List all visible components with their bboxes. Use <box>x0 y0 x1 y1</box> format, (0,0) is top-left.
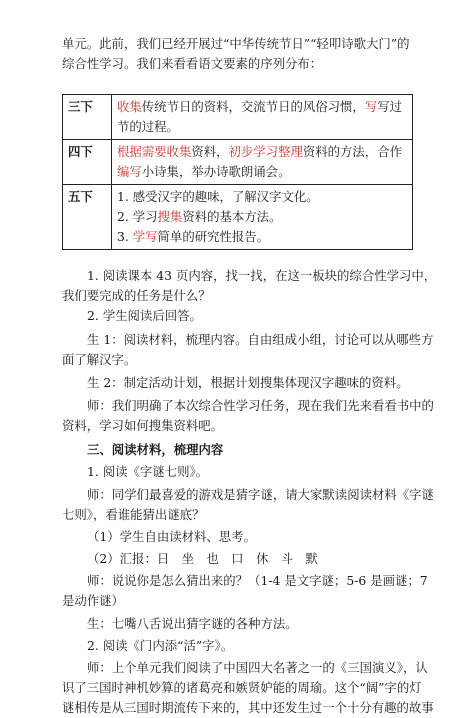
cell-text: 资料， <box>191 144 229 159</box>
grade-cell: 三下 <box>63 95 112 140</box>
highlight-text: 写 <box>364 99 378 114</box>
content-cell <box>112 185 413 250</box>
paragraph: 资料，学习如何搜集资料吧。 <box>62 418 224 433</box>
list-item <box>117 227 407 247</box>
section-heading: 三、阅读材料，梳理内容 <box>87 442 224 457</box>
intro-line-2: 综合性学习。我们来看看语文要素的序列分布： <box>62 56 323 71</box>
paragraph: 师：我们明确了本次综合性学习任务，现在我们先来看看书中的 <box>87 398 434 413</box>
table-row <box>63 95 413 140</box>
list-item <box>117 207 407 227</box>
paragraph: 生：七嘴八舌说出猜字谜的各种方法。 <box>87 616 298 631</box>
cell-text: 资料的方法，合作 <box>302 144 402 159</box>
paragraph: 是动作谜） <box>62 593 124 608</box>
table-row <box>63 140 413 185</box>
list-item <box>117 187 407 207</box>
paragraph: 师：同学们最喜爱的游戏是猜字谜，请大家默读阅读材料《字谜 <box>87 487 434 502</box>
grade-cell: 四下 <box>63 140 112 185</box>
highlight-text: 根据需要收集 <box>117 144 192 159</box>
cell-text: 资料的基本方法。 <box>182 209 282 224</box>
paragraph: 1. 阅读《字谜七则》。 <box>87 464 209 479</box>
cell-text: 简单的研究性报告。 <box>157 229 270 244</box>
paragraph: 师：说说你是怎么猜出来的？（1-4 是文字谜；5-6 是画谜；7 <box>87 573 428 588</box>
cell-text: 1. 感受汉字的趣味，了解汉字文化。 <box>117 189 319 204</box>
highlight-text: 搜集 <box>157 209 183 224</box>
paragraph: （1）学生自由读材料、思考。 <box>87 529 256 544</box>
paragraph: 生 2：制定活动计划，根据计划搜集体现汉字趣味的资料。 <box>87 375 409 390</box>
sequence-table <box>62 94 413 250</box>
highlight-text: 收集 <box>117 99 142 114</box>
paragraph: 生 1：阅读材料，梳理内容。自由组成小组，讨论可以从哪些方 <box>87 332 434 347</box>
cell-text: 3. <box>117 229 133 244</box>
paragraph: 谜相传是从三国时期流传下来的，其中还发生过一个十分有趣的故事 <box>62 700 434 715</box>
paragraph: 我们要完成的任务是什么？ <box>62 288 211 303</box>
highlight-text: 初步学习整理 <box>228 144 303 159</box>
paragraph: 师：上个单元我们阅读了中国四大名著之一的《三国演义》，认 <box>87 660 428 675</box>
cell-text: 2. 学习 <box>117 209 158 224</box>
paragraph: 七则》，看谁能猜出谜底？ <box>62 507 205 522</box>
highlight-text: 编写 <box>117 164 142 179</box>
paragraph: （2）汇报：日 坐 也 口 休 斗 默 <box>87 551 318 566</box>
cell-text: 传统节日的资料，交流节日的风俗习惯， <box>141 99 365 114</box>
grade-cell: 五下 <box>63 185 112 250</box>
paragraph: 2. 阅读《门内添“活”字》。 <box>87 638 234 653</box>
intro-line-1: 单元。此前，我们已经开展过“中华传统节日”“轻叩诗歌大门”的 <box>62 36 410 51</box>
table-row <box>63 185 413 250</box>
cell-text: 写过节的过程。 <box>117 99 402 134</box>
content-cell <box>112 95 413 140</box>
paragraph: 1. 阅读课本 43 页内容，找一找，在这一板块的综合性学习中， <box>87 268 437 283</box>
paragraph: 面了解汉字。 <box>62 352 137 367</box>
paragraph: 2. 学生阅读后回答。 <box>87 308 202 323</box>
highlight-text: 学写 <box>132 229 158 244</box>
paragraph: 识了三国时神机妙算的诸葛亮和嫉贤妒能的周瑜。这个“阔”字的灯 <box>62 680 422 695</box>
cell-text: 小诗集，举办诗歌朗诵会。 <box>141 164 291 179</box>
content-cell <box>112 140 413 185</box>
